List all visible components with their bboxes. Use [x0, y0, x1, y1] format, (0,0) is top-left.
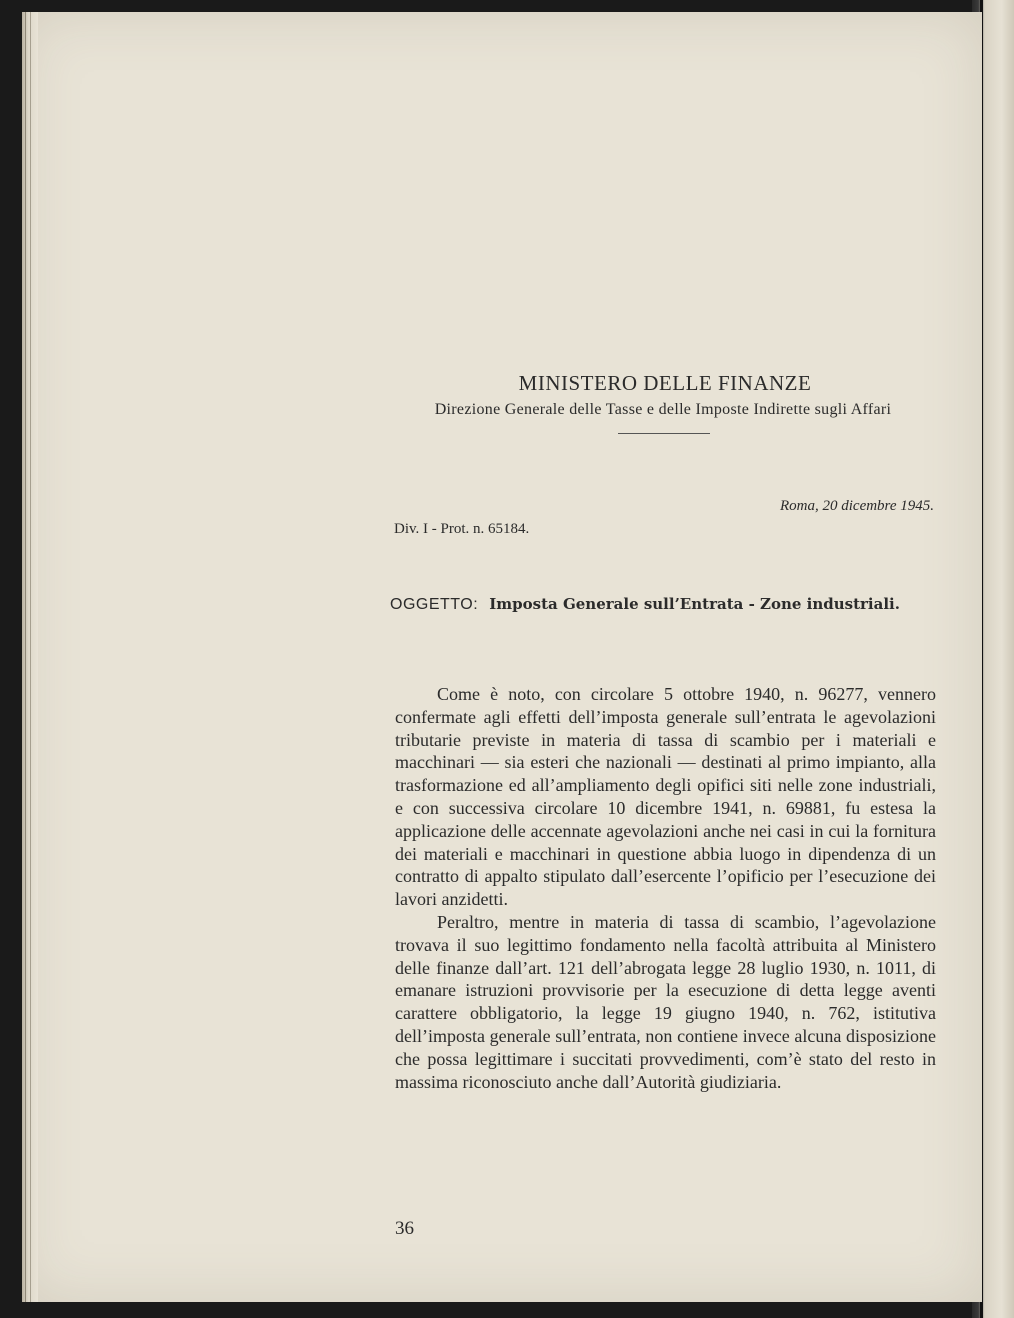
ministry-heading: MINISTERO DELLE FINANZE: [518, 371, 812, 395]
page-number: 36: [395, 1218, 414, 1239]
paragraph: Come è noto, con circolare 5 ottobre 1940, n. 96277, vennero confermate agli effetti dell’imposta generale sull’entrata le agevolazioni tributarie previste in materia di tassa di scambio per i materiali e macchinari — sia esteri che nazionali — destinati al primo impianto, alla trasformazione ed all’ampliamento degli opifici siti nelle zone industriali, e con successiva circolare 10 dicembre 1941, n. 69881, fu estesa la applicazione delle accennate agevolazioni anche nei casi in cui la fornitura dei materiali e macchinari in questione abbia luogo in dipendenza di un contratto di appalto stipulato dall’esercente l’opificio per l’esecuzione dei lavori anzidetti.: [395, 684, 936, 910]
heading-divider: [618, 433, 710, 434]
subject-text: Imposta Generale sull’Entrata - Zone industriali.: [489, 595, 900, 613]
protocol-number: Div. I - Prot. n. 65184.: [394, 521, 530, 537]
direction-subheading: Direzione Generale delle Tasse e delle Imposte Indirette sugli Affari: [434, 401, 892, 418]
body-text: [395, 683, 936, 1093]
paragraph: Peraltro, mentre in materia di tassa di scambio, l’agevolazione trovava il suo legittimo fondamento nella facoltà attribuita al Ministero delle finanze dall’art. 121 dell’abrogata legge 28 luglio 1930, n. 1011, di emanare istruzioni provvisorie per la esecuzione di detta legge aventi carattere obbligatorio, la legge 19 giugno 1940, n. 762, istitutiva dell’imposta generale sull’entrata, non contiene invece alcuna disposizione che possa legittimare i succitati provvedimenti, com’è stato del resto in massima riconosciuto anche dall’Autorità giudiziaria.: [395, 911, 936, 1092]
subject-line: [390, 594, 950, 614]
subject-label: OGGETTO:: [390, 596, 479, 613]
place-date: Roma, 20 dicembre 1945.: [780, 498, 934, 514]
